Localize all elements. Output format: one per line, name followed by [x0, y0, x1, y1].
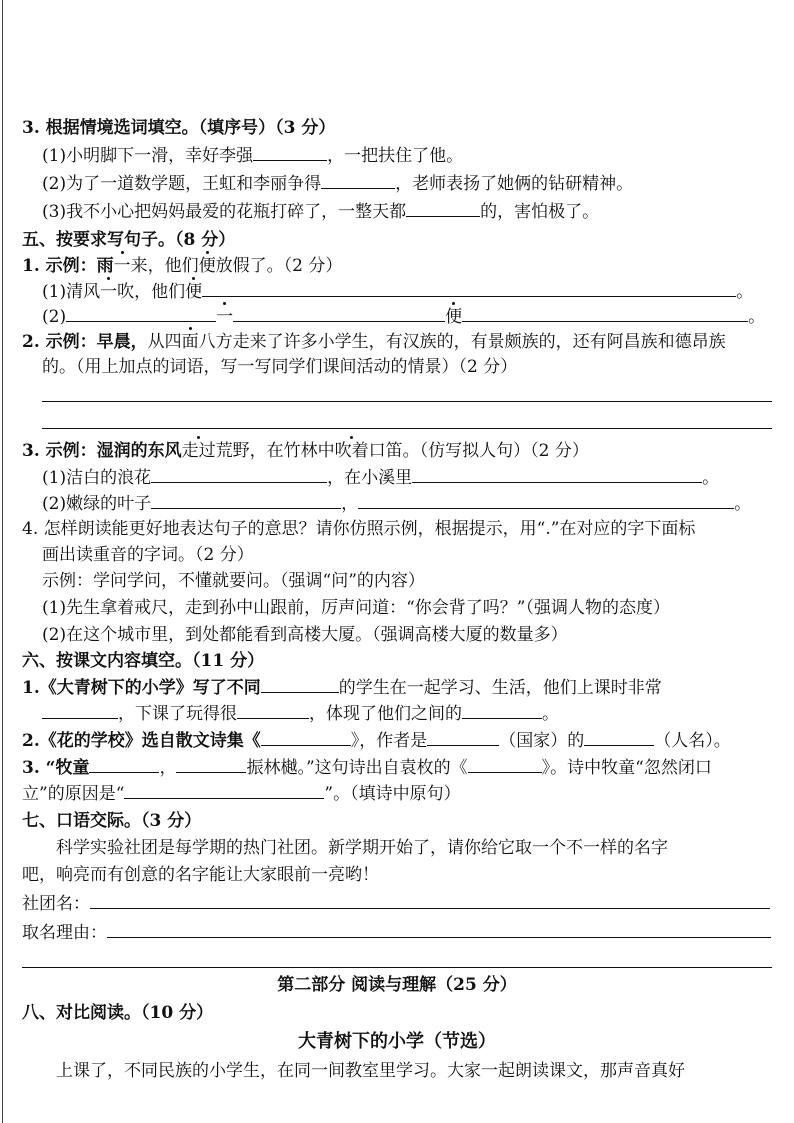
- s5-q3-mid: 荒野，在竹林中: [215, 441, 335, 461]
- s6-q1-line-2: [42, 699, 794, 729]
- s5-q1-line-1-mid: 吹，他们: [117, 282, 186, 302]
- period: 。: [748, 307, 766, 327]
- s5-q3-item-1-mid: ，在小溪里: [327, 468, 413, 488]
- s5-q1-line-1-start: (1)清风: [42, 282, 101, 302]
- s6-q3-comma: ，: [159, 758, 177, 778]
- s6-q2-mid: 》，作者是: [350, 731, 428, 751]
- s5-q2-answer-line-2[interactable]: [42, 428, 772, 429]
- part-2-heading: 第二部分 阅读与理解（25 分）: [277, 975, 517, 995]
- dotted-char: 便: [445, 307, 463, 327]
- dotted-char: 一: [113, 256, 131, 276]
- s6-q3-blank-4[interactable]: [124, 779, 324, 799]
- s5-q4-line-1: 4. 怎样朗读能更好地表达句子的意思？请你仿照示例，根据提示，用“.”在对应的字下面标: [22, 519, 696, 539]
- s5-q3-item-2-start: (2)嫩绿的叶子: [42, 494, 152, 514]
- s7-reason-row: [22, 918, 794, 948]
- s6-q1-blank-3[interactable]: [237, 699, 309, 719]
- s6-q2-blank-2[interactable]: [427, 726, 499, 746]
- passage-line-1: 上课了，不同民族的小学生，在同一间教室里学习。大家一起朗读课文，那声音真好: [56, 1061, 685, 1081]
- s5-q2-answer-line-1[interactable]: [42, 401, 772, 402]
- section-6-heading: 六、按课文内容填空。（11 分）: [22, 651, 265, 671]
- s6-q2-end: （人名）。: [654, 731, 731, 751]
- s6-q2-start: 2.《花的学校》选自散文诗集《: [22, 731, 261, 751]
- s6-q1-blank-4[interactable]: [462, 699, 542, 719]
- part-divider: [22, 967, 772, 968]
- s6-q2: [22, 726, 794, 756]
- q3-item-3: [42, 197, 794, 227]
- q3-title: 3. 根据情境选词填空。（填序号）（3 分）: [22, 118, 336, 138]
- s6-q3-line-2-end: ”。（填诗中原句）: [324, 784, 461, 804]
- q3-item-3-tail: 的，害怕极了。: [480, 202, 600, 222]
- s5-q4-item-2: (2)在这个城市里，到处都能看到高楼大厦。（强调高楼大厦的数量多）: [42, 625, 568, 645]
- s5-q1-answer-line-2b[interactable]: [233, 302, 445, 322]
- left-binding-line: [2, 0, 3, 1123]
- q3-item-2-text: (2)为了一道数学题，王虹和李丽争得: [42, 174, 322, 194]
- period: 。: [542, 704, 559, 724]
- period: 。: [736, 282, 754, 302]
- q3-blank-1[interactable]: [253, 141, 327, 161]
- s5-q1-answer-line-1[interactable]: [202, 277, 736, 297]
- s5-q3-item-1-blank-b[interactable]: [412, 463, 702, 483]
- naming-reason-label: 取名理由：: [22, 923, 107, 943]
- passage-title: 大青树下的小学（节选）: [298, 1031, 496, 1052]
- s6-q1-line-2-b: ，体现了他们之间的: [309, 704, 462, 724]
- s5-q3-item-1-start: (1)洁白的浪花: [42, 468, 152, 488]
- s6-q2-blank-1[interactable]: [261, 726, 351, 746]
- s5-q2-rest: 走来了许多小学生，有汉族的，有景颇族的，还有阿昌族和德昂族: [232, 332, 726, 352]
- s6-q1-mid: 的学生在一起学习、生活，他们上课时非常: [338, 678, 662, 698]
- q3-item-1: [42, 141, 794, 171]
- section-5-heading: 五、按要求写句子。（8 分）: [22, 230, 236, 250]
- s5-q3-item-2-mid: ，: [341, 494, 359, 514]
- s6-q3-tail: 》。诗中牧童“忽然闭口: [541, 758, 712, 778]
- section-8-heading: 八、对比阅读。（10 分）: [22, 1003, 214, 1023]
- q3-item-2-tail: ，老师表扬了她俩的钻研精神。: [395, 174, 634, 194]
- s6-q3-mid: 振林樾。”这句诗出自袁枚的《: [246, 758, 468, 778]
- s5-q1-example-start: 1. 示例：雨: [22, 256, 114, 276]
- club-name-label: 社团名：: [22, 894, 90, 914]
- s6-q3-blank-3[interactable]: [468, 753, 542, 773]
- s6-q2-blank-3[interactable]: [584, 726, 654, 746]
- s6-q3-blank-2[interactable]: [176, 753, 246, 773]
- q3-item-1-text: (1)小明脚下一滑，幸好李强: [42, 146, 254, 166]
- s5-q3-end: 口笛。（仿写拟人句）（2 分）: [368, 441, 589, 461]
- s6-q3-start: 3. “牧童: [22, 758, 90, 778]
- s5-q4-line-2: 画出读重音的字词。（2 分）: [42, 545, 254, 565]
- s5-q1-answer-line-2a[interactable]: [66, 302, 216, 322]
- s5-q2-line-2: 的。（用上加点的词语，写一写同学们课间活动的情景）（2 分）: [42, 357, 518, 377]
- s6-q1-start: 1.《大青树下的小学》写了不同: [22, 678, 261, 698]
- s7-para-line-2: 吧，响亮而有创意的名字能让大家眼前一亮哟！: [22, 865, 379, 885]
- s6-q2-mid-2: （国家）的: [499, 731, 585, 751]
- s5-q3-item-1-blank-a[interactable]: [151, 463, 327, 483]
- s6-q1-blank-1[interactable]: [261, 673, 339, 693]
- naming-reason-input[interactable]: [107, 918, 771, 938]
- s5-q1-answer-line-2c[interactable]: [462, 302, 748, 322]
- s6-q3-blank-1[interactable]: [89, 753, 159, 773]
- q3-item-2: [42, 169, 794, 199]
- club-name-input[interactable]: [90, 889, 770, 909]
- s5-q4-example: 示例：学问学问，不懂就要问。（强调“问”的内容）: [42, 571, 425, 591]
- s6-q3-line-2: [22, 779, 794, 809]
- s5-q1-line-2-start: (2): [42, 307, 67, 327]
- s5-q2-start: 2. 示例：早晨，: [22, 332, 148, 352]
- q3-blank-2[interactable]: [321, 169, 395, 189]
- section-7-heading: 七、口语交际。（3 分）: [22, 811, 202, 831]
- q3-item-3-text: (3)我不小心把妈妈最爱的花瓶打碎了，一整天都: [42, 202, 407, 222]
- q3-blank-3[interactable]: [406, 197, 480, 217]
- period: 。: [734, 494, 752, 514]
- s7-para-line-1: 科学实验社团是每学期的热门社团。新学期开始了，请你给它取一个不一样的名字: [56, 838, 668, 858]
- dotted-phrase: 吹着: [334, 441, 369, 461]
- dotted-char: 一: [216, 307, 234, 327]
- dotted-phrase: 从四面八方: [147, 332, 233, 352]
- s5-q1-example-end: 放假了。（2 分）: [215, 256, 343, 276]
- dotted-char: 便: [198, 256, 216, 276]
- s5-q3-example: [22, 436, 794, 466]
- period: 。: [702, 468, 720, 488]
- s5-q3-start: 3. 示例：湿润的东风: [22, 441, 182, 461]
- s6-q1-blank-2[interactable]: [42, 699, 118, 719]
- q3-item-1-tail: ，一把扶住了他。: [327, 146, 464, 166]
- s5-q3-item-2-blank-a[interactable]: [151, 489, 341, 509]
- s5-q1-example-mid: 来，他们: [130, 256, 199, 276]
- dotted-phrase: 走过: [181, 441, 216, 461]
- s6-q1-line-2-a: ，下课了玩得很: [118, 704, 237, 724]
- dotted-char: 便: [185, 282, 203, 302]
- dotted-char: 一: [100, 282, 118, 302]
- s5-q3-item-2-blank-b[interactable]: [358, 489, 734, 509]
- s6-q3-line-2-start: 立”的原因是“: [22, 784, 125, 804]
- s7-club-name-row: [22, 889, 794, 919]
- s5-q4-item-1: (1)先生拿着戒尺，走到孙中山跟前，厉声问道：“你会背了吗？”（强调人物的态度）: [42, 598, 670, 618]
